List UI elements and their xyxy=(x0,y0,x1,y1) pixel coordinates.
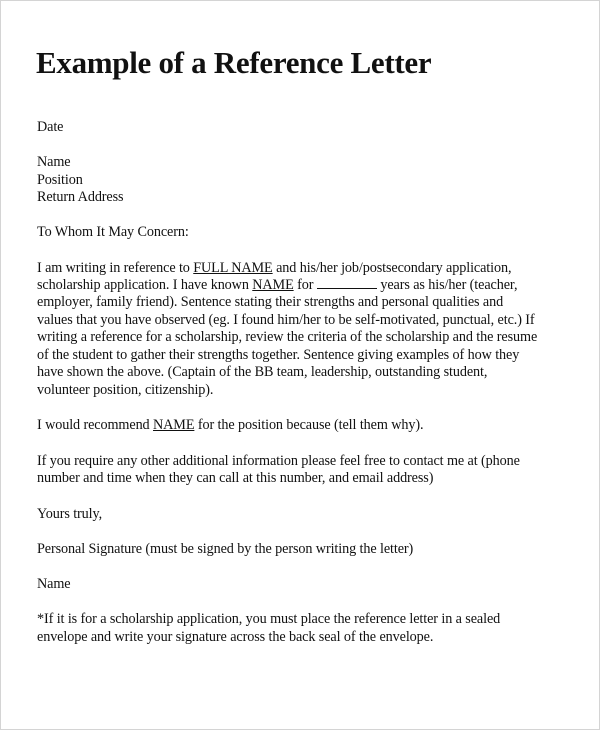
full-name-placeholder: FULL NAME xyxy=(193,260,273,276)
text: I am writing in reference to xyxy=(37,260,194,276)
paragraph-line xyxy=(37,277,517,295)
salutation: To Whom It May Concern: xyxy=(37,224,189,240)
paragraph-line: values that you have observed (eg. I found him/her to be self-motivated, punctual, etc.) If xyxy=(37,312,535,328)
note-line-1: *If it is for a scholarship application, you must place the reference letter in a sealed xyxy=(37,611,501,627)
document-title: Example of a Reference Letter xyxy=(36,45,432,80)
recommendation-line xyxy=(37,417,423,435)
date-line: Date xyxy=(37,119,64,135)
name-placeholder: NAME xyxy=(252,277,294,293)
text: I would recommend xyxy=(37,417,154,433)
paragraph-line: have shown the above. (Captain of the BB team, leadership, outstanding student, xyxy=(37,364,488,380)
signer-name: Name xyxy=(37,576,71,592)
paragraph-line: writing a reference for a scholarship, review the criteria of the scholarship and the resume xyxy=(37,329,538,345)
paragraph-line: volunteer position, citizenship). xyxy=(37,382,214,398)
text: and his/her job/postsecondary application, xyxy=(272,260,512,276)
recipient-name: Name xyxy=(37,154,71,170)
note-line-2: envelope and write your signature across the back seal of the envelope. xyxy=(37,629,434,645)
text: years as his/her (teacher, xyxy=(380,277,518,293)
recipient-address: Return Address xyxy=(37,189,124,205)
text: for the position because (tell them why). xyxy=(194,417,424,433)
contact-line-2: number and time when they can call at this number, and email address) xyxy=(37,470,434,486)
contact-line-1: If you require any other additional information please feel free to contact me at (phone xyxy=(37,453,520,469)
paragraph-line xyxy=(37,260,511,278)
text: for xyxy=(293,277,314,293)
paragraph-line: employer, family friend). Sentence stating their strengths and personal qualities and xyxy=(37,294,504,310)
signature-line: Personal Signature (must be signed by the person writing the letter) xyxy=(37,541,414,557)
years-blank xyxy=(317,277,377,289)
closing: Yours truly, xyxy=(37,506,103,522)
name-placeholder: NAME xyxy=(153,417,195,433)
text: scholarship application. I have known xyxy=(37,277,253,293)
paragraph-line: of the student to gather their strengths together. Sentence giving examples of how they xyxy=(37,347,520,363)
recipient-position: Position xyxy=(37,172,83,188)
